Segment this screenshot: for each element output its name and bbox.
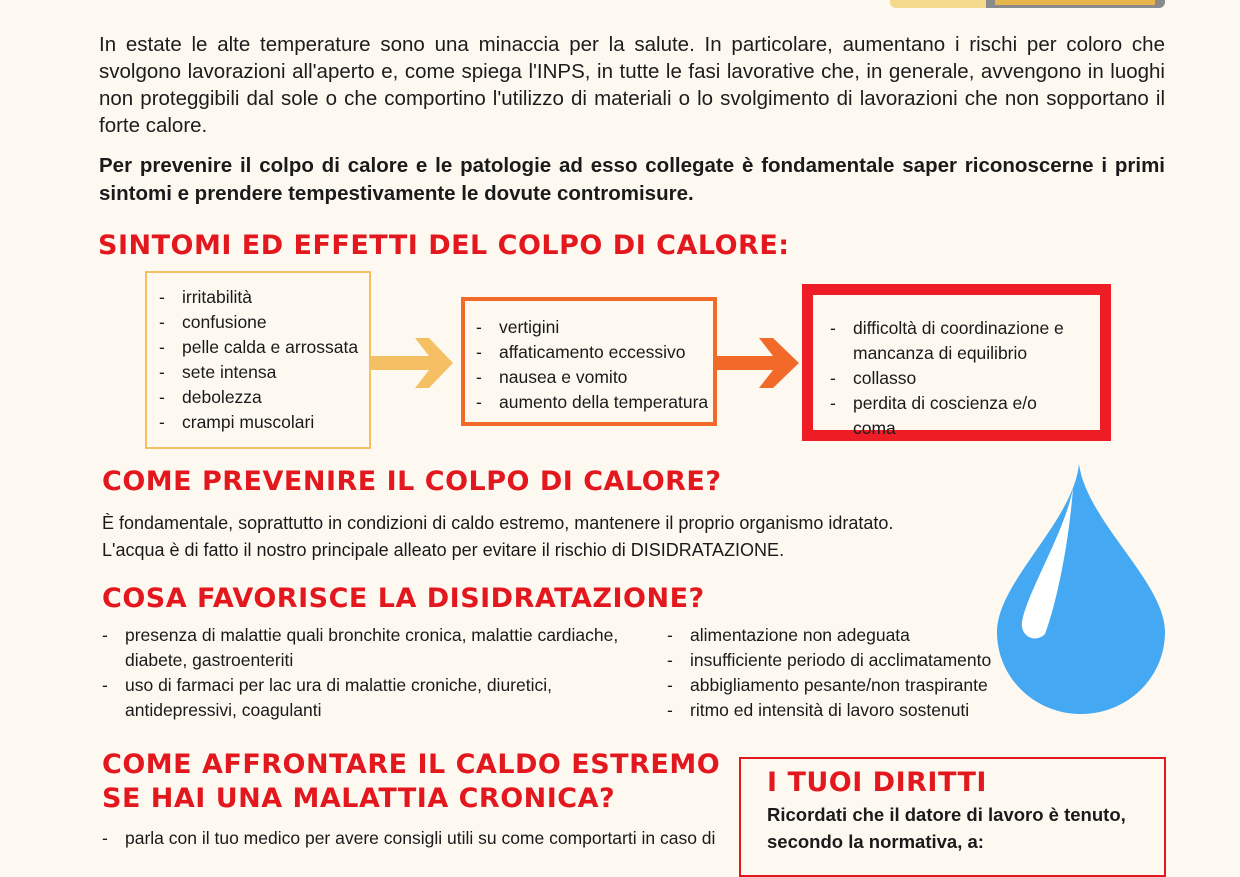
list-item: - nausea e vomito <box>476 365 713 390</box>
list-item: - uso di farmaci per lac ura di malattie croniche, diuretici, antidepressivi, coagulanti <box>102 673 622 723</box>
list-item: - presenza di malattie quali bronchite cronica, malattie cardiache, diabete, gastroenteriti <box>102 623 622 673</box>
list-item: - parla con il tuo medico per avere consigli utili su come comportarti in caso di <box>102 826 722 851</box>
intro-bold-paragraph: Per prevenire il colpo di calore e le patologie ad esso collegate è fondamentale saper riconoscerne i primi sintomi e prendere tempestivamente le dovute contromisure. <box>99 154 1165 205</box>
diritti-line2: secondo la normativa, a: <box>767 831 984 852</box>
prevenire-text <box>102 510 922 564</box>
list-item: - debolezza <box>159 385 369 410</box>
water-drop-icon <box>995 462 1167 718</box>
top-decoration-accent <box>995 0 1155 5</box>
disidratazione-list-left <box>102 623 622 723</box>
disidratazione-heading: COSA FAVORISCE LA DISIDRATAZIONE? <box>102 583 705 614</box>
prevenire-line2: L'acqua è di fatto il nostro principale alleato per evitare il rischio di DISIDRATAZIONE. <box>102 540 785 560</box>
list-item: - irritabilità <box>159 285 369 310</box>
list-item: - confusione <box>159 310 369 335</box>
list-item: - difficoltà di coordinazione e mancanza di equilibrio <box>830 316 1070 366</box>
affrontare-heading-line1: COME AFFRONTARE IL CALDO ESTREMO <box>102 749 721 780</box>
intro-paragraph: In estate le alte temperature sono una minaccia per la salute. In particolare, aumentano i rischi per coloro che svolgono lavorazioni all'aperto e, come spiega l'INPS, in tutte le fasi lavorative che, in generale, avvengono in luoghi non proteggibili dal sole o che comportino l'utilizzo di materiali o lo svolgimento di lavorazioni che non sopportano il forte calore. <box>99 33 1165 137</box>
affrontare-heading <box>102 748 742 816</box>
symptoms-stage3-box <box>802 284 1111 441</box>
symptoms-stage3-list <box>830 316 1070 441</box>
list-item: - affaticamento eccessivo <box>476 340 713 365</box>
list-item: - alimentazione non adeguata <box>667 623 1007 648</box>
list-item: - pelle calda e arrossata <box>159 335 369 360</box>
symptoms-stage2-list <box>476 315 713 415</box>
diritti-line1: Ricordati che il datore di lavoro è tenuto, <box>767 804 1126 825</box>
list-item: - vertigini <box>476 315 713 340</box>
symptoms-stage2-box <box>461 297 717 426</box>
list-item: - sete intensa <box>159 360 369 385</box>
sintomi-heading: SINTOMI ED EFFETTI DEL COLPO DI CALORE: <box>98 230 790 261</box>
symptoms-stage1-list <box>159 285 369 435</box>
prevenire-heading: COME PREVENIRE IL COLPO DI CALORE? <box>102 466 722 497</box>
diritti-text <box>767 801 1147 855</box>
arrow-right-icon <box>717 330 803 396</box>
list-item: - aumento della temperatura <box>476 390 713 415</box>
affrontare-heading-line2: SE HAI UNA MALATTIA CRONICA? <box>102 783 616 814</box>
diritti-heading: I TUOI DIRITTI <box>767 767 987 798</box>
symptoms-stage1-box <box>145 271 371 449</box>
list-item: - ritmo ed intensità di lavoro sostenuti <box>667 698 1007 723</box>
prevenire-line1: È fondamentale, soprattutto in condizioni di caldo estremo, mantenere il proprio organismo idratato. <box>102 513 894 533</box>
list-item: - abbigliamento pesante/non traspirante <box>667 673 1007 698</box>
affrontare-list <box>102 826 722 851</box>
list-item: - perdita di coscienza e/o coma <box>830 391 1070 441</box>
arrow-right-icon <box>371 330 461 396</box>
list-item: - crampi muscolari <box>159 410 369 435</box>
list-item: - insufficiente periodo di acclimatamento <box>667 648 1007 673</box>
list-item: - collasso <box>830 366 1070 391</box>
disidratazione-list-right <box>667 623 1007 723</box>
